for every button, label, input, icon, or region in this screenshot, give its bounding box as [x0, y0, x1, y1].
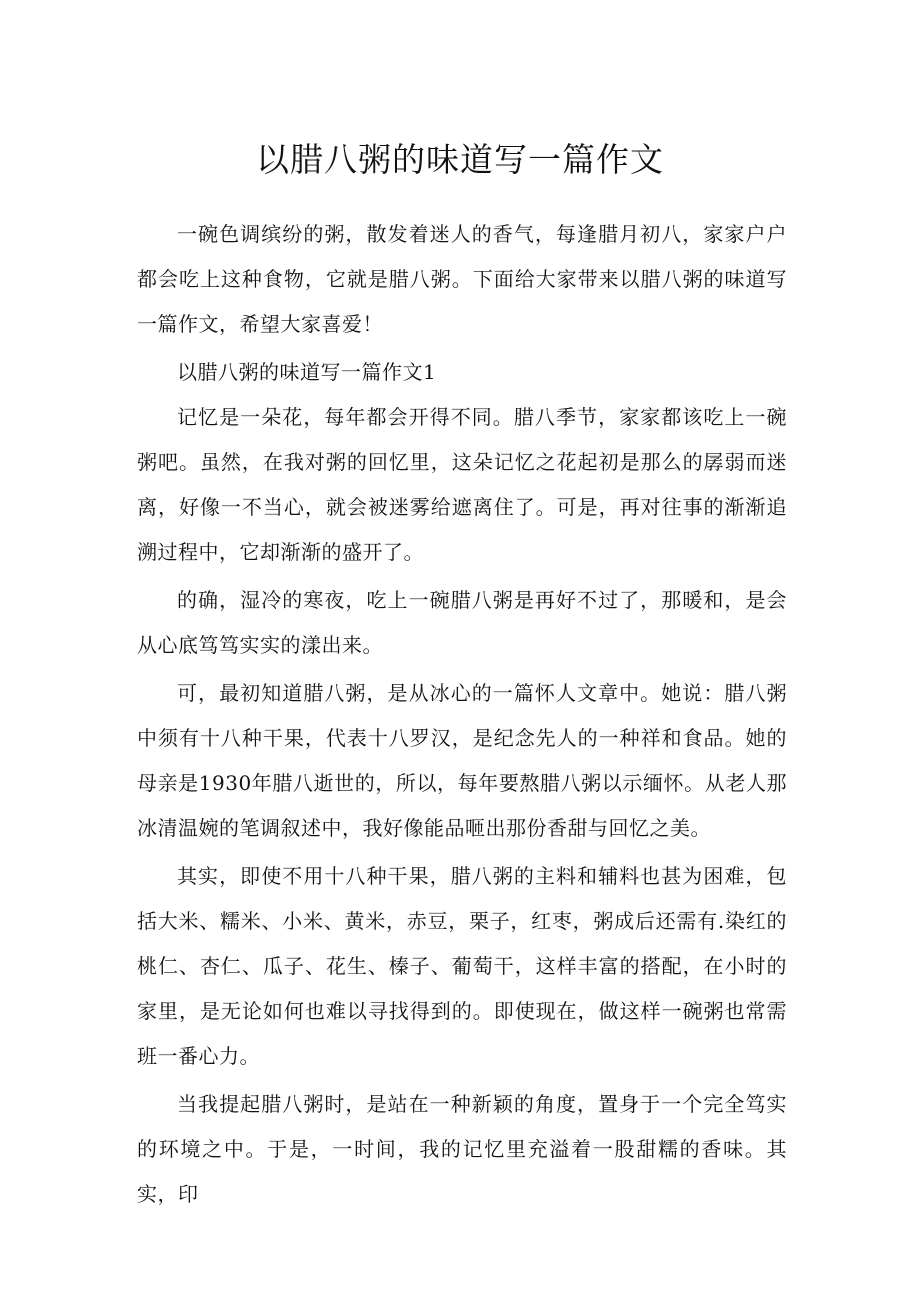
paragraph: 的确，湿冷的寒夜，吃上一碗腊八粥是再好不过了，那暖和，是会从心底笃笃实实的漾出来。 [137, 588, 787, 657]
paragraph: 可，最初知道腊八粥，是从冰心的一篇怀人文章中。她说：腊八粥中须有十八种干果，代表十八罗汉，是纪念先人的一种祥和食品。她的母亲是1930年腊八逝世的，所以，每年要熬腊八粥以示缅怀。从老人那冰清温婉的笔调叙述中，我好像能品咂出那份香甜与回忆之美。 [137, 681, 787, 840]
document-body [137, 212, 787, 1220]
paragraph-intro: 一碗色调缤纷的粥，散发着迷人的香气，每逢腊月初八，家家户户都会吃上这种食物，它就是腊八粥。下面给大家带来以腊八粥的味道写一篇作文，希望大家喜爱！ [137, 222, 787, 336]
paragraph: 当我提起腊八粥时，是站在一种新颖的角度，置身于一个完全笃实的环境之中。于是，一时间，我的记忆里充溢着一股甜糯的香味。其实，印 [137, 1092, 787, 1206]
paragraph: 记忆是一朵花，每年都会开得不同。腊八季节，家家都该吃上一碗粥吧。虽然，在我对粥的回忆里，这朵记忆之花起初是那么的孱弱而迷离，好像一不当心，就会被迷雾给遮离住了。可是，再对往事的渐渐追溯过程中，它却渐渐的盛开了。 [137, 405, 787, 564]
paragraph: 其实，即使不用十八种干果，腊八粥的主料和辅料也甚为困难，包括大米、糯米、小米、黄米，赤豆，栗子，红枣，粥成后还需有.染红的桃仁、杏仁、瓜子、花生、榛子、葡萄干，这样丰富的搭配，在小时的家里，是无论如何也难以寻找得到的。即使现在，做这样一碗粥也常需班一番心力。 [137, 864, 787, 1068]
section-heading: 以腊八粥的味道写一篇作文1 [177, 360, 437, 384]
document-title: 以腊八粥的味道写一篇作文 [256, 140, 664, 179]
